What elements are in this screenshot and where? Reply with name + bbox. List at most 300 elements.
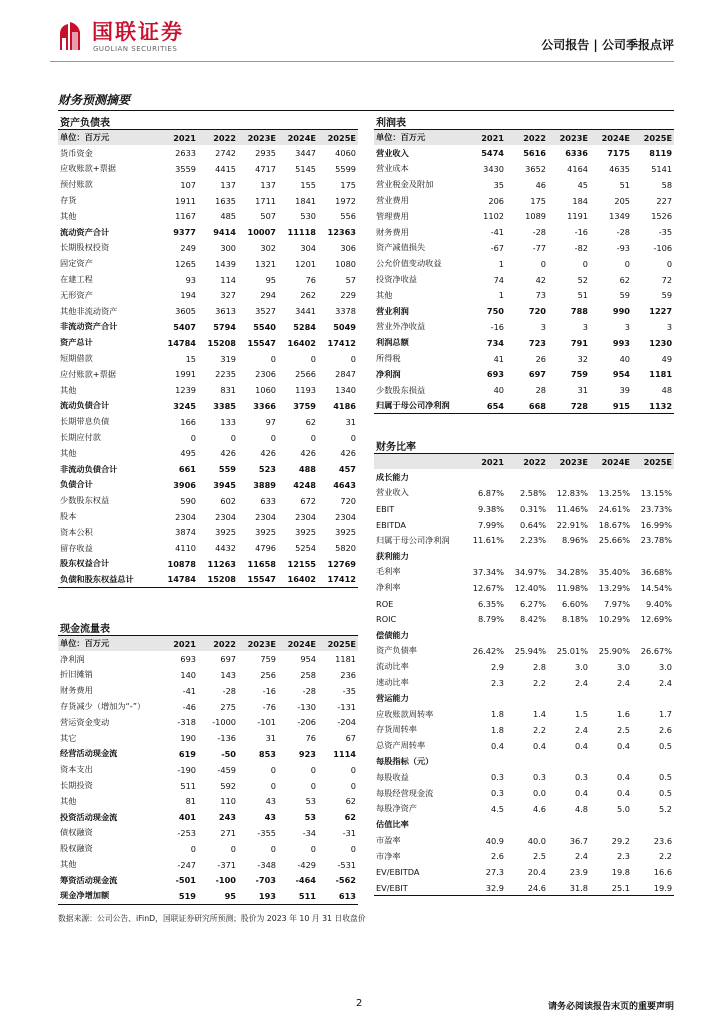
cell-value: 0	[310, 780, 316, 791]
cell-value: 2304	[255, 511, 276, 522]
cell-value	[632, 548, 674, 564]
row-label: 短期借款	[60, 353, 93, 364]
cell-value: 693	[180, 654, 196, 665]
cell-value: 73	[535, 290, 546, 301]
row-label: 少数股东损益	[376, 384, 426, 395]
cell-value: 32	[577, 353, 588, 364]
table-row	[374, 659, 674, 675]
table-row	[374, 224, 674, 240]
cell-value: -703	[255, 875, 276, 886]
cell-value: 229	[340, 290, 356, 301]
table-row	[58, 857, 358, 873]
cell-value: 734	[486, 337, 504, 348]
cell-value: 530	[300, 211, 316, 222]
table-row	[58, 683, 358, 699]
table-row	[374, 485, 674, 501]
column-header: 2021	[158, 130, 198, 146]
cell-value: 34.28%	[556, 566, 588, 577]
cell-value: 8.79%	[477, 614, 504, 625]
cell-value: 2304	[295, 511, 316, 522]
cell-value: -253	[177, 827, 196, 838]
cell-value: 0	[624, 258, 630, 269]
cell-value: 1060	[255, 385, 276, 396]
row-label: 毛利率	[376, 566, 401, 577]
row-label: 股本	[60, 511, 77, 522]
cell-value	[590, 548, 632, 564]
cell-value: 15208	[198, 572, 238, 588]
cell-value: 2.4	[616, 677, 630, 688]
table-row	[374, 532, 674, 548]
cell-value: 6.87%	[477, 487, 504, 498]
cell-value: 0.5	[659, 788, 673, 799]
cell-value: -50	[221, 748, 236, 759]
cell-value	[464, 627, 506, 643]
cell-value: 2742	[215, 148, 236, 159]
cell-value: 0	[310, 843, 316, 854]
cell-value: 46	[535, 179, 546, 190]
cell-value: -130	[297, 701, 316, 712]
column-header: 2025E	[632, 454, 674, 470]
table-row	[58, 398, 358, 414]
table-row	[58, 572, 358, 588]
cell-value: -247	[177, 859, 196, 870]
cell-value: 720	[528, 306, 546, 317]
row-label: 估值比率	[376, 819, 409, 830]
row-label: EV/EBITDA	[376, 867, 420, 878]
cell-value: 4717	[255, 163, 276, 174]
row-label: 每股净资产	[376, 803, 417, 814]
row-label: 每股指标（元）	[376, 756, 434, 767]
table-row	[58, 825, 358, 841]
cell-value: 2304	[215, 511, 236, 522]
cell-value: 262	[300, 290, 316, 301]
table-row	[374, 366, 674, 382]
cell-value: 23.78%	[640, 535, 673, 546]
row-label: 其他	[60, 795, 77, 806]
unit-label	[374, 454, 464, 470]
cell-value: 31	[577, 385, 588, 396]
column-header: 2023E	[238, 636, 278, 652]
cell-value: 31.8	[548, 880, 590, 896]
cell-value: -131	[337, 701, 356, 712]
cell-value: 1439	[215, 258, 236, 269]
table-row	[374, 382, 674, 398]
cell-value: 633	[260, 495, 276, 506]
cell-value: 10878	[167, 558, 196, 569]
cell-value: 206	[488, 195, 504, 206]
row-label: ROE	[376, 598, 394, 609]
row-label: 速动比率	[376, 677, 409, 688]
row-label: 折旧摊销	[60, 669, 93, 680]
cell-value: 1265	[175, 258, 196, 269]
cell-value: 7.99%	[477, 519, 504, 530]
cell-value: 24.61%	[598, 503, 630, 514]
cell-value: 12363	[327, 227, 356, 238]
table-row	[58, 145, 358, 161]
cell-value: 556	[340, 211, 356, 222]
table-title-row	[374, 114, 674, 130]
cell-value: 0.4	[616, 788, 630, 799]
table-title-row	[58, 620, 358, 636]
cell-value: 2566	[295, 369, 316, 380]
table-row	[58, 335, 358, 351]
row-label: 资本支出	[60, 764, 93, 775]
cell-value: 1191	[567, 211, 588, 222]
cell-value: 40	[493, 385, 504, 396]
cell-value	[464, 754, 506, 770]
cell-value: 13.29%	[598, 582, 630, 593]
cell-value	[464, 817, 506, 833]
row-label: 流动资产合计	[60, 226, 110, 237]
cell-value: 39	[619, 385, 630, 396]
cell-value	[506, 548, 548, 564]
cell-value: 0	[540, 258, 546, 269]
cell-value: 3759	[293, 400, 316, 411]
cell-value: 36.7	[569, 835, 588, 846]
cell-value: 2.23%	[519, 535, 546, 546]
cell-value: 43	[264, 812, 276, 823]
row-label: 资本公积	[60, 526, 93, 537]
cell-value: 137	[220, 179, 236, 190]
cell-value: 8.42%	[519, 614, 546, 625]
table-row	[374, 864, 674, 880]
category-row	[374, 754, 674, 770]
balance-sheet-table	[58, 114, 358, 588]
cell-value: 74	[493, 274, 504, 285]
table-row	[374, 643, 674, 659]
cell-value: 22.91%	[556, 519, 588, 530]
cell-value: 559	[218, 464, 236, 475]
cell-value: 2.4	[574, 851, 588, 862]
cell-value: 3378	[335, 306, 356, 317]
cell-value: -355	[257, 827, 276, 838]
row-label: 长期带息负债	[60, 416, 110, 427]
table-row	[374, 272, 674, 288]
cell-value: -41	[490, 227, 504, 238]
cell-value	[548, 817, 590, 833]
cell-value: 51	[619, 179, 630, 190]
cell-value: 19.9	[632, 880, 674, 896]
row-label: 营运能力	[376, 692, 409, 703]
cell-value: 2.3	[616, 851, 630, 862]
cell-value: 49	[661, 353, 673, 364]
cell-value: 613	[318, 888, 358, 904]
cell-value: 15547	[247, 337, 276, 348]
table-row	[374, 706, 674, 722]
table-row	[58, 382, 358, 398]
cell-value: 3.0	[659, 661, 673, 672]
cell-value: 12155	[287, 558, 316, 569]
cell-value: -531	[337, 859, 356, 870]
cell-value: 62	[305, 416, 316, 427]
table-row	[374, 517, 674, 533]
cell-value: 519	[158, 888, 198, 904]
cell-value: 0	[310, 353, 316, 364]
cell-value: 37.34%	[472, 566, 504, 577]
cell-value: 34.97%	[514, 566, 546, 577]
cell-value: 1181	[335, 654, 356, 665]
cell-value: 3925	[255, 527, 276, 538]
table-row	[58, 319, 358, 335]
row-label: 归属于母公司净利润	[376, 534, 450, 545]
row-label: 其它	[60, 732, 77, 743]
table-row	[58, 224, 358, 240]
cell-value: 1.5	[574, 709, 588, 720]
cell-value: 3	[582, 321, 588, 332]
cell-value: 2.2	[659, 851, 673, 862]
table-row	[58, 287, 358, 303]
cell-value: 0	[190, 432, 196, 443]
row-label: 营业收入	[376, 147, 409, 158]
cell-value: 93	[185, 274, 196, 285]
cell-value: 2633	[175, 148, 196, 159]
cell-value: 11.61%	[472, 535, 504, 546]
cell-value: 5284	[293, 321, 316, 332]
logo-text-cn: 国联证券	[92, 20, 184, 44]
row-label: 营业利润	[376, 305, 409, 316]
cell-value: 9.40%	[646, 598, 673, 609]
cell-value: 0	[350, 353, 356, 364]
cell-value: 3385	[213, 400, 236, 411]
cell-value: 5254	[295, 543, 316, 554]
cell-value: 18.67%	[598, 519, 630, 530]
cell-value: 1911	[175, 195, 196, 206]
row-label: 归属于母公司净利润	[374, 398, 464, 414]
cell-value: 48	[661, 385, 673, 396]
cell-value: 9.38%	[477, 503, 504, 514]
unit-label: 单位：百万元	[58, 130, 158, 146]
cell-value: 2.3	[490, 677, 504, 688]
cell-value: 788	[570, 306, 588, 317]
cell-value: 923	[298, 748, 316, 759]
cell-value: -76	[262, 701, 276, 712]
cell-value: 25.94%	[514, 645, 546, 656]
table-row	[58, 651, 358, 667]
table-row	[374, 738, 674, 754]
cell-value: 3441	[295, 306, 316, 317]
table-row	[58, 778, 358, 794]
cell-value: 62	[345, 796, 356, 807]
cell-value	[548, 627, 590, 643]
unit-label: 单位：百万元	[58, 636, 158, 652]
cell-value: 3945	[213, 479, 236, 490]
cell-value: 15547	[238, 572, 278, 588]
cell-value: 43	[265, 796, 276, 807]
table-title: 利润表	[374, 114, 674, 130]
cell-value: -348	[257, 859, 276, 870]
table-row	[374, 501, 674, 517]
cell-value: 81	[185, 796, 196, 807]
cell-value: 4415	[215, 163, 236, 174]
income-statement-table	[374, 114, 674, 414]
cell-value: 728	[548, 398, 590, 414]
row-label: 其他	[60, 210, 77, 221]
cell-value: 23.6	[653, 835, 673, 846]
cell-value: 1239	[175, 385, 196, 396]
cell-value: 26.42%	[472, 645, 504, 656]
cell-value: 256	[260, 669, 276, 680]
cell-value: 4635	[609, 163, 630, 174]
cell-value: 155	[300, 179, 316, 190]
cell-value: 0.4	[616, 772, 630, 783]
table-row	[58, 256, 358, 272]
table-row	[374, 161, 674, 177]
cell-value: 57	[345, 274, 356, 285]
table-row	[374, 596, 674, 612]
table-row	[374, 145, 674, 161]
cell-value: -459	[217, 764, 236, 775]
cell-value: 619	[178, 748, 196, 759]
table-row	[374, 880, 674, 896]
table-row	[374, 769, 674, 785]
cell-value: 3925	[335, 527, 356, 538]
cell-value: 16.6	[653, 867, 673, 878]
cell-value: 2.4	[574, 724, 588, 735]
row-label: 固定资产	[60, 258, 93, 269]
cell-value: 2304	[175, 511, 196, 522]
table-row	[374, 335, 674, 351]
table-row	[374, 722, 674, 738]
cell-value: -46	[182, 701, 196, 712]
cell-value: 6336	[565, 148, 588, 159]
cell-value: 2935	[255, 148, 276, 159]
cell-value: 14784	[167, 337, 196, 348]
cell-value: 17412	[327, 337, 356, 348]
category-row	[374, 469, 674, 485]
cell-value: 58	[661, 179, 673, 190]
cell-value: -31	[342, 827, 356, 838]
cell-value: 193	[238, 888, 278, 904]
cell-value	[632, 627, 674, 643]
category-row	[374, 627, 674, 643]
cell-value: 0.64%	[519, 519, 546, 530]
cell-value: 3652	[525, 163, 546, 174]
cell-value: -136	[217, 733, 236, 744]
cell-value: 40.9	[485, 835, 504, 846]
cell-value: 1526	[651, 211, 673, 222]
cell-value: 5794	[213, 321, 236, 332]
cell-value: 5820	[335, 543, 356, 554]
cell-value: 1340	[335, 385, 356, 396]
category-row	[374, 817, 674, 833]
row-label: 无形资产	[60, 289, 93, 300]
cell-value: 258	[300, 669, 316, 680]
cell-value: 759	[260, 654, 276, 665]
row-label: 筹资活动现金流	[60, 874, 118, 885]
cell-value: 1321	[255, 258, 276, 269]
cell-value	[506, 690, 548, 706]
row-label: 经营活动现金流	[60, 748, 118, 759]
cell-value: 1201	[295, 258, 316, 269]
cell-value: 507	[260, 211, 276, 222]
row-label: 利润总额	[376, 337, 409, 348]
cell-value: 4.5	[490, 803, 504, 814]
cell-value: -67	[490, 242, 504, 253]
cell-value: 511	[180, 780, 196, 791]
cell-value: 0.3	[490, 772, 504, 783]
cell-value: 6.35%	[477, 598, 504, 609]
cell-value: -100	[215, 875, 236, 886]
row-label: 每股经营现金流	[376, 787, 434, 798]
table-row	[58, 699, 358, 715]
cell-value: -101	[257, 717, 276, 728]
cell-value: 954	[300, 654, 316, 665]
cell-value: 0	[350, 764, 356, 775]
cell-value: -190	[177, 764, 196, 775]
cell-value: 25.1	[590, 880, 632, 896]
table-row	[374, 785, 674, 801]
cell-value: 12.40%	[514, 582, 546, 593]
cell-value: 0	[310, 432, 316, 443]
row-label: 长期股权投资	[60, 242, 110, 253]
cell-value: 915	[590, 398, 632, 414]
cell-value: -501	[175, 875, 196, 886]
cell-value: 2.6	[490, 851, 504, 862]
cell-value: 12.83%	[556, 487, 588, 498]
table-row	[58, 177, 358, 193]
cell-value: 1080	[335, 258, 356, 269]
cell-value: -16	[574, 227, 588, 238]
cell-value: 20.4	[527, 867, 546, 878]
table-row	[374, 208, 674, 224]
row-label: 留存收益	[60, 542, 93, 553]
cell-value: 10.29%	[598, 614, 630, 625]
column-header: 2022	[198, 636, 238, 652]
row-label: 净利率	[376, 582, 401, 593]
cell-value: 3.0	[616, 661, 630, 672]
cell-value	[548, 548, 590, 564]
cell-value: 6.27%	[519, 598, 546, 609]
cell-value: 0.0	[532, 788, 546, 799]
table-row	[374, 833, 674, 849]
cell-value: 993	[612, 337, 630, 348]
table-row	[58, 272, 358, 288]
cell-value	[506, 754, 548, 770]
table-row	[58, 303, 358, 319]
cell-value	[590, 690, 632, 706]
cell-value: 3605	[175, 306, 196, 317]
cell-value: 2.5	[532, 851, 546, 862]
cell-value: -28	[302, 685, 316, 696]
cell-value: 294	[260, 290, 276, 301]
cell-value: 0	[270, 353, 276, 364]
cell-value	[632, 754, 674, 770]
table-row	[374, 848, 674, 864]
cell-value: 426	[260, 448, 276, 459]
cell-value: 0.3	[490, 788, 504, 799]
row-label: 在建工程	[60, 274, 93, 285]
cell-value: 0	[350, 780, 356, 791]
cell-value: 3	[540, 321, 546, 332]
table-row	[58, 730, 358, 746]
table-row	[58, 872, 358, 888]
disclaimer: 请务必阅读报告末页的重要声明	[547, 1002, 674, 1012]
cell-value	[506, 817, 548, 833]
row-label: EBITDA	[376, 519, 406, 530]
cell-value: 3559	[175, 163, 196, 174]
cell-value: 0	[270, 780, 276, 791]
cell-value: 4.6	[532, 803, 546, 814]
cell-value: 1	[498, 258, 504, 269]
cell-value: 95	[265, 274, 276, 285]
column-header: 2023E	[548, 130, 590, 146]
cell-value: 76	[305, 274, 316, 285]
column-header: 2024E	[278, 636, 318, 652]
cell-value: 2.58%	[519, 487, 546, 498]
cell-value: 0	[270, 843, 276, 854]
row-label: 营业收入	[376, 487, 409, 498]
cell-value: 4643	[333, 479, 356, 490]
